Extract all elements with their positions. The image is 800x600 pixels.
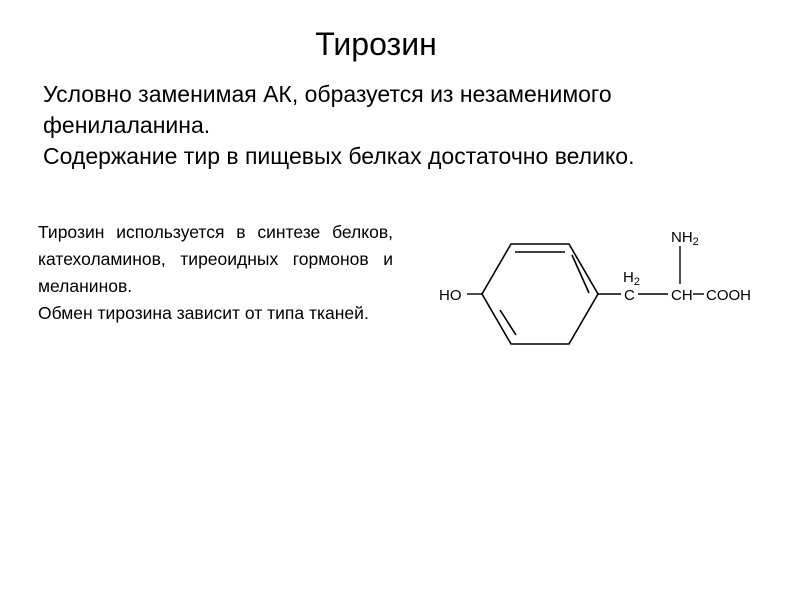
ho-group-label: HO [439,287,462,304]
body-paragraph-1: Тирозин используется в синтезе белков, катехоламинов, тиреоидных гормонов и меланинов. [38,222,393,296]
slide-title: Тирозин [315,26,437,62]
ring-double-bond-bottom-left [500,310,516,335]
ch2-carbon-label: C [624,287,635,304]
intro-line-1: Условно заменимая АК, образуется из незаменимого фенилаланина. [43,81,612,138]
cooh-group-label: COOH [706,287,751,304]
tyrosine-structural-formula [425,212,785,362]
nh2-group-label: $NH_2$ [671,229,699,248]
body-text [38,219,393,327]
h2-label: $H_2$ [623,269,640,288]
intro-text [43,79,783,172]
intro-line-2: Содержание тир в пищевых белках достаточно велико. [43,143,635,169]
benzene-ring [482,244,598,344]
ch-alpha-carbon-label: CH [671,287,693,304]
body-paragraph-2: Обмен тирозина зависит от типа тканей. [38,303,369,323]
ring-hexagon [482,244,598,344]
